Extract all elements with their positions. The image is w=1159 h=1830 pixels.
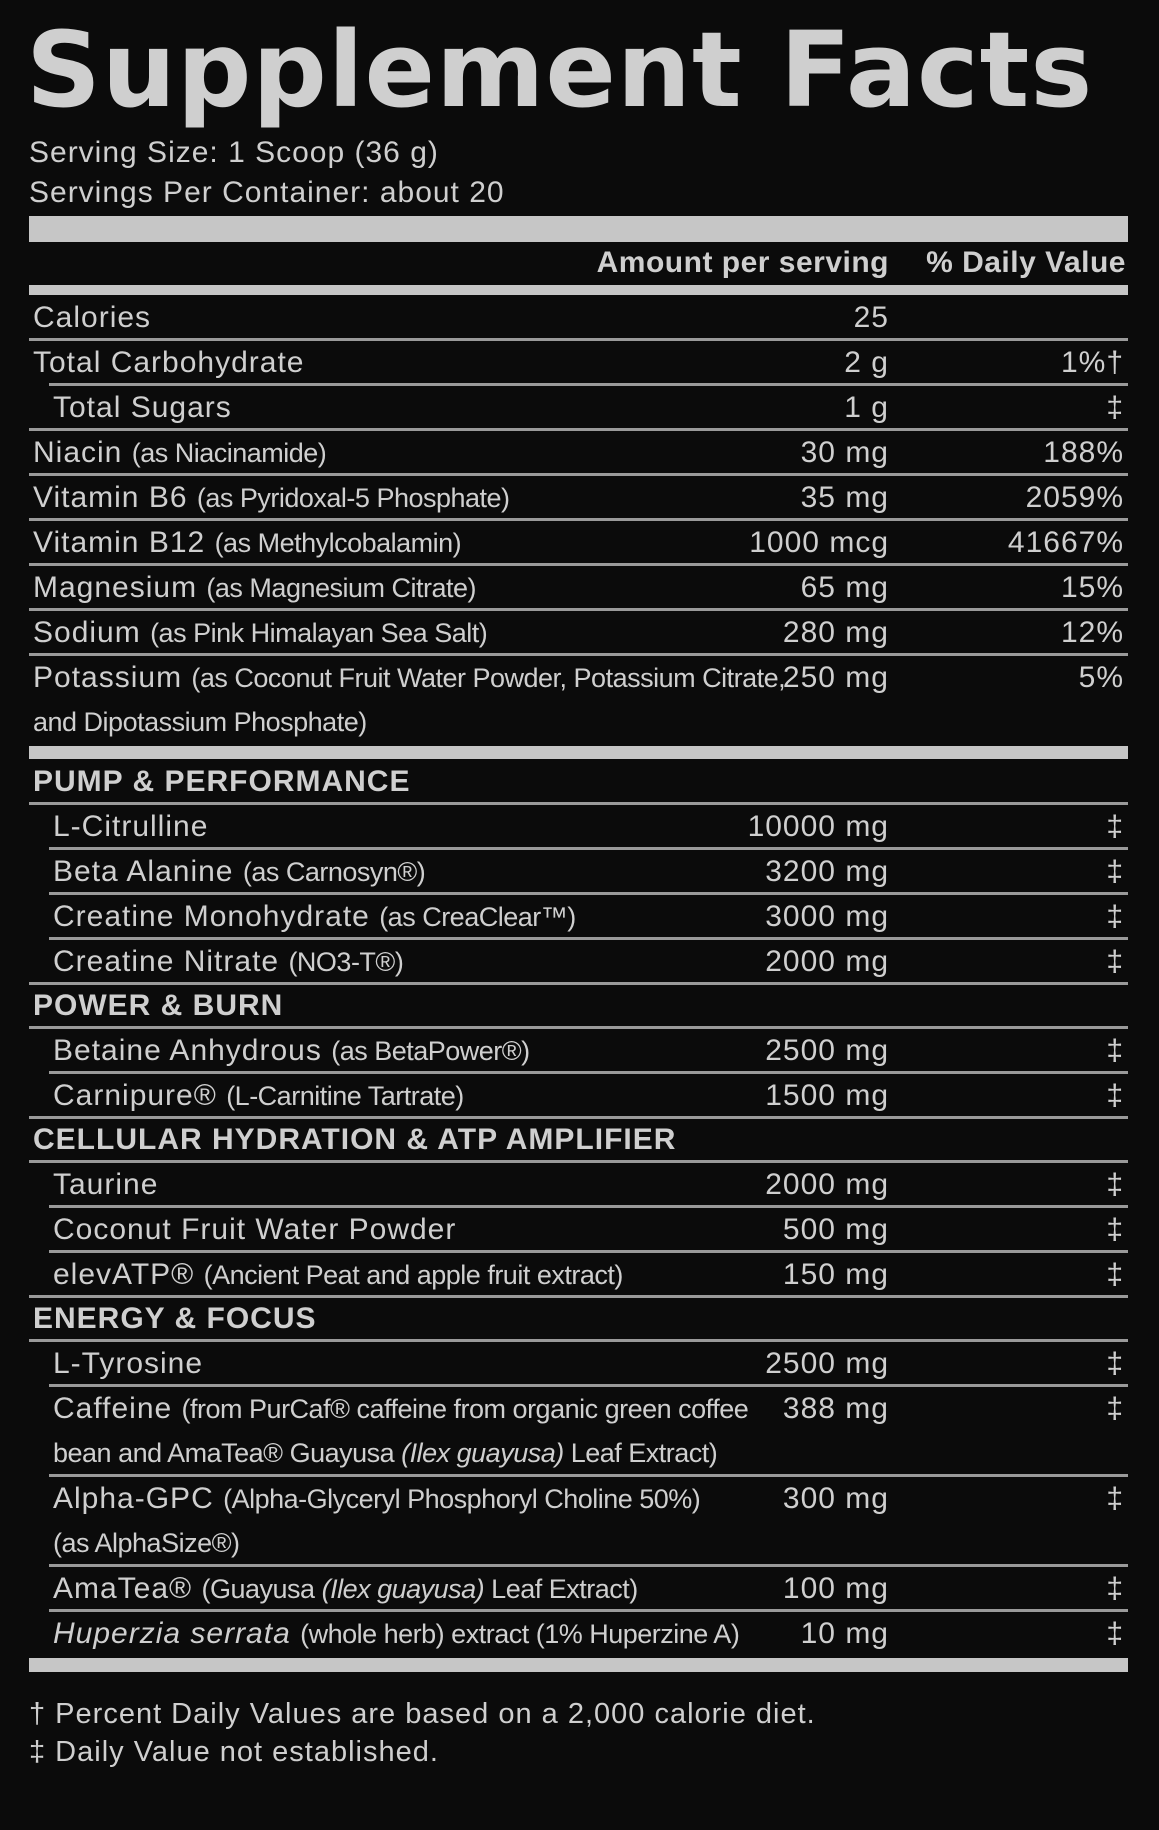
note-text: bean and AmaTea® Guayusa: [53, 1438, 402, 1468]
ingredient-dv: ‡: [1106, 1617, 1124, 1650]
top-thick-bar: [29, 216, 1128, 242]
serving-size: Serving Size: 1 Scoop (36 g): [29, 136, 439, 169]
ingredient-note: (Ancient Peat and apple fruit extract): [203, 1260, 623, 1290]
ingredient-dv: ‡: [1106, 1482, 1124, 1515]
nutrient-dv: 41667%: [1007, 526, 1124, 559]
ingredient-name-wrap: [53, 850, 425, 894]
ingredient-name: Carnipure®: [53, 1079, 217, 1112]
ingredient-amount: 500 mg: [782, 1213, 889, 1246]
note-italic-text: (Ilex guayusa): [401, 1438, 564, 1468]
nutrient-dv: 188%: [1043, 436, 1124, 469]
nutrient-dv: 1%†: [1060, 346, 1124, 379]
ingredient-name: Alpha-GPC: [53, 1482, 214, 1515]
nutrient-amount: 1 g: [844, 391, 889, 424]
footnote-not-established: ‡ Daily Value not established.: [29, 1736, 439, 1768]
ingredient-dv: ‡: [1106, 1168, 1124, 1201]
nutrient-note-line2: and Dipotassium Phosphate): [33, 707, 367, 737]
ingredient-name-wrap: [53, 1387, 748, 1431]
panel-title: Supplement Facts: [26, 9, 1094, 131]
ingredient-dv: ‡: [1106, 1034, 1124, 1067]
ingredient-name: elevATP®: [53, 1258, 195, 1291]
ingredient-name-wrap: [53, 1477, 700, 1521]
ingredient-row-alpha-gpc: [29, 1477, 1128, 1565]
nutrient-amount: 30 mg: [800, 436, 889, 469]
ingredient-dv: ‡: [1106, 1572, 1124, 1605]
ingredient-amount: 2000 mg: [765, 945, 889, 978]
ingredient-name-wrap: [53, 1567, 638, 1611]
ingredient-name: AmaTea®: [53, 1572, 193, 1605]
ingredient-amount: 2000 mg: [765, 1168, 889, 1201]
note-italic-text: (Ilex guayusa): [321, 1574, 485, 1604]
section-title-pump-performance: PUMP & PERFORMANCE: [33, 765, 411, 798]
nutrient-amount: 250 mg: [782, 661, 889, 694]
ingredient-note-line2: (as AlphaSize®): [53, 1528, 240, 1558]
ingredient-dv: ‡: [1106, 945, 1124, 978]
daily-value-column-header: % Daily Value: [926, 246, 1126, 279]
ingredient-name-wrap: [53, 1253, 623, 1297]
nutrient-note: (as Magnesium Citrate): [206, 573, 477, 603]
ingredient-dv: ‡: [1106, 1258, 1124, 1291]
ingredient-note-line2: [53, 1431, 717, 1475]
section-title-cellular-hydration: CELLULAR HYDRATION & ATP AMPLIFIER: [33, 1123, 677, 1156]
ingredient-note: (Alpha-Glyceryl Phosphoryl Choline 50%): [223, 1484, 701, 1514]
ingredient-amount: 2500 mg: [765, 1347, 889, 1380]
ingredient-amount: 3200 mg: [765, 855, 889, 888]
ingredient-note: (as Carnosyn®): [242, 857, 426, 887]
nutrient-name: Potassium: [33, 661, 183, 694]
nutrient-note: (as Coconut Fruit Water Powder, Potassium Citrate,: [191, 663, 786, 693]
amount-column-header: Amount per serving: [596, 246, 889, 279]
nutrient-name-wrap: [33, 476, 510, 520]
nutrient-name: Total Carbohydrate: [33, 346, 305, 379]
footnote-daily-values: † Percent Daily Values are based on a 2,000 calorie diet.: [29, 1698, 816, 1730]
nutrient-amount: 35 mg: [800, 481, 889, 514]
nutrient-amount: 65 mg: [800, 571, 889, 604]
nutrient-name-wrap: [33, 431, 326, 475]
note-text: (Guayusa: [201, 1574, 322, 1604]
ingredient-note: (whole herb) extract (1% Huperzine A): [300, 1619, 740, 1649]
nutrient-name-wrap: [33, 521, 461, 565]
section-divider-bar: [29, 746, 1128, 759]
nutrient-row-potassium: [29, 656, 1128, 744]
ingredient-dv: ‡: [1106, 1392, 1124, 1425]
nutrient-note: (as Niacinamide): [131, 438, 327, 468]
nutrient-dv: 2059%: [1025, 481, 1124, 514]
ingredient-note: (from PurCaf® caffeine from organic green coffee: [181, 1394, 749, 1424]
nutrient-name: Vitamin B12: [33, 526, 206, 559]
ingredient-amount: 100 mg: [782, 1572, 889, 1605]
nutrient-name-wrap: [33, 566, 476, 610]
nutrient-name: Calories: [33, 301, 152, 334]
ingredient-amount: 388 mg: [782, 1392, 889, 1425]
ingredient-amount: 150 mg: [782, 1258, 889, 1291]
nutrient-dv: 12%: [1060, 616, 1124, 649]
nutrient-amount: 2 g: [844, 346, 889, 379]
ingredient-dv: ‡: [1106, 1079, 1124, 1112]
note-text: Leaf Extract): [563, 1438, 718, 1468]
ingredient-dv: ‡: [1106, 810, 1124, 843]
ingredient-name-wrap: [53, 940, 403, 984]
nutrient-amount: 1000 mcg: [749, 526, 889, 559]
note-text: Leaf Extract): [484, 1574, 638, 1604]
nutrient-amount: 280 mg: [782, 616, 889, 649]
ingredient-amount: 10 mg: [800, 1617, 889, 1650]
ingredient-name: Taurine: [53, 1168, 159, 1201]
ingredient-name: L-Citrulline: [53, 810, 209, 843]
servings-per-container: Servings Per Container: about 20: [29, 176, 505, 209]
row-divider: [29, 1160, 1128, 1163]
nutrient-note: (as Methylcobalamin): [214, 528, 462, 558]
ingredient-name-wrap: [53, 1074, 464, 1118]
ingredient-dv: ‡: [1106, 1213, 1124, 1246]
ingredient-amount: 300 mg: [782, 1482, 889, 1515]
bottom-thick-bar: [29, 1658, 1128, 1672]
ingredient-dv: ‡: [1106, 1347, 1124, 1380]
ingredient-row-caffeine: [29, 1387, 1128, 1475]
nutrient-name: Vitamin B6: [33, 481, 188, 514]
nutrient-name: Niacin: [33, 436, 123, 469]
ingredient-amount: 3000 mg: [765, 900, 889, 933]
nutrient-name: Sodium: [33, 616, 141, 649]
ingredient-note: (L-Carnitine Tartrate): [226, 1081, 464, 1111]
ingredient-name-wrap: [53, 1612, 739, 1656]
ingredient-note: (as BetaPower®): [331, 1036, 530, 1066]
nutrient-dv: ‡: [1106, 391, 1124, 424]
nutrient-note: (as Pink Himalayan Sea Salt): [150, 618, 488, 648]
header-divider-bar: [29, 285, 1128, 295]
nutrient-note: (as Pyridoxal-5 Phosphate): [196, 483, 510, 513]
section-title-power-burn: POWER & BURN: [33, 989, 284, 1022]
ingredient-name: Caffeine: [53, 1392, 173, 1425]
ingredient-dv: ‡: [1106, 900, 1124, 933]
ingredient-name: L-Tyrosine: [53, 1347, 204, 1380]
nutrient-name: Magnesium: [33, 571, 198, 604]
nutrient-amount: 25: [853, 301, 889, 334]
nutrient-dv: 15%: [1060, 571, 1124, 604]
ingredient-amount: 2500 mg: [765, 1034, 889, 1067]
nutrient-name-wrap: [33, 611, 487, 655]
ingredient-name-wrap: [53, 895, 576, 939]
ingredient-name: Creatine Nitrate: [53, 945, 280, 978]
ingredient-note: [202, 1574, 638, 1604]
nutrient-name-wrap: [33, 656, 785, 700]
ingredient-name: Creatine Monohydrate: [53, 900, 370, 933]
ingredient-name: Betaine Anhydrous: [53, 1034, 322, 1067]
section-title-energy-focus: ENERGY & FOCUS: [33, 1302, 317, 1335]
ingredient-note: (NO3-T®): [288, 947, 404, 977]
ingredient-note: (as CreaClear™): [379, 902, 576, 932]
ingredient-name: Beta Alanine: [53, 855, 234, 888]
ingredient-name-wrap: [53, 1029, 530, 1073]
nutrient-name: Total Sugars: [53, 391, 232, 424]
nutrient-dv: 5%: [1078, 661, 1124, 694]
ingredient-dv: ‡: [1106, 855, 1124, 888]
ingredient-amount: 10000 mg: [747, 810, 889, 843]
ingredient-name: Huperzia serrata: [53, 1617, 291, 1650]
ingredient-name: Coconut Fruit Water Powder: [53, 1213, 457, 1246]
ingredient-amount: 1500 mg: [765, 1079, 889, 1112]
